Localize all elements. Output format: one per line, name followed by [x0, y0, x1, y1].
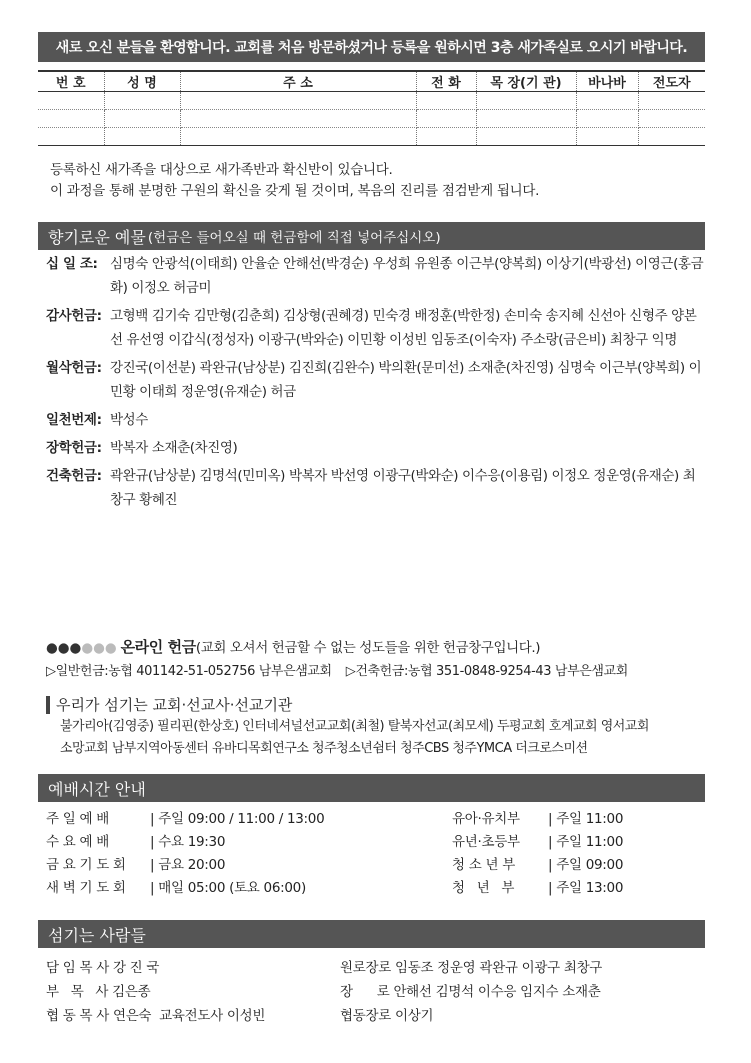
staff-role: 원로장로	[340, 960, 391, 976]
cell[interactable]	[180, 128, 416, 146]
cell[interactable]	[416, 128, 476, 146]
offering-names: 강진국(이선분) 곽완규(남상분) 김진희(김완수) 박의환(문미선) 소재춘(차진영) 심명숙 이근부(양복희) 이민황 이태희 정운영(유재순) 허금	[110, 360, 702, 400]
offering-names: 고형백 김기숙 김만형(김춘희) 김상형(권혜경) 민숙경 배정훈(박한정) 손미숙 송지혜 신선아 신형주 양본선 유선영 이갑식(정성자) 이광구(박와순) 이민황 이성빈 임동조(이숙자) 주소랑(금은비) 최창구 익명	[110, 308, 697, 348]
service-name: 새 벽 기 도 회	[46, 880, 126, 896]
service-name: 금 요 기 도 회	[46, 857, 126, 873]
dept-name: 유아·유치부	[452, 811, 520, 827]
staff-names: 임동조 정운영 곽완규 이광구 최창구	[394, 960, 603, 976]
pastors-column	[46, 956, 265, 1028]
table-row	[38, 110, 705, 128]
list-item	[46, 956, 265, 980]
offering-names: 심명숙 안광석(이태희) 안율순 안해선(박경순) 우성희 유원종 이근부(양복희) 이상기(박광선) 이영근(홍금화) 이정오 허금미	[110, 256, 704, 296]
list-item: 유년·초등부 | 주일 11:00	[452, 831, 623, 854]
online-offering	[46, 636, 540, 657]
staff-names: 연은숙	[112, 1008, 152, 1024]
offering-label: 건축헌금:	[46, 468, 102, 484]
worship-section-bar	[38, 774, 705, 802]
header-evangelist: 전도자	[638, 71, 705, 92]
dept-name: 청 년 부	[452, 880, 515, 896]
list-item: 금 요 기 도 회 | 금요 20:00	[46, 854, 324, 877]
cell[interactable]	[576, 92, 638, 110]
cell[interactable]	[180, 110, 416, 128]
cell[interactable]	[38, 92, 104, 110]
list-item	[46, 408, 706, 432]
worship-main-column	[46, 808, 324, 900]
list-item	[340, 1004, 602, 1028]
cell[interactable]	[104, 92, 180, 110]
header-number: 번 호	[38, 71, 104, 92]
offering-subtitle: (헌금은 들어오실 때 헌금함에 직접 넣어주십시오)	[147, 230, 441, 246]
staff-names: 이상기	[394, 1008, 434, 1024]
offering-list	[46, 252, 706, 516]
offering-section-bar	[38, 222, 705, 250]
partners-line: 불가리아(김영중) 필리핀(한상호) 인터네셔널선교교회(최철) 탈북자선교(최모세) 두평교회 호계교회 영서교회	[60, 719, 649, 734]
header-barnabas: 바나바	[576, 71, 638, 92]
staff-role: 장 로	[340, 984, 390, 1000]
list-item: 수 요 예 배 | 수요 19:30	[46, 831, 324, 854]
header-group: 목 장(기 관)	[476, 71, 576, 92]
people-section-bar	[38, 920, 705, 948]
building-account: ▷건축헌금:농협 351-0848-9254-43 남부은샘교회	[345, 664, 628, 679]
partners-line: 소망교회 남부지역아동센터 유바디목회연구소 청주청소년쉼터 청주CBS 청주YMCA 더크로스미션	[60, 741, 588, 756]
offering-names: 박성수	[110, 412, 148, 428]
cell[interactable]	[104, 110, 180, 128]
header-name: 성 명	[104, 71, 180, 92]
elders-column	[340, 956, 602, 1028]
note-line: 이 과정을 통해 분명한 구원의 확신을 갖게 될 것이며, 복음의 진리를 점검받게 됩니다.	[50, 183, 540, 199]
list-item	[46, 464, 706, 512]
staff-role: 교육전도사	[159, 1008, 223, 1024]
people-title: 섬기는 사람들	[48, 925, 146, 945]
cell[interactable]	[104, 128, 180, 146]
table-row	[38, 92, 705, 110]
worship-title: 예배시간 안내	[48, 779, 146, 799]
cell[interactable]	[38, 110, 104, 128]
cell[interactable]	[576, 110, 638, 128]
welcome-banner: 새로 오신 분들을 환영합니다. 교회를 처음 방문하셨거나 등록을 원하시면 3층 새가족실로 오시기 바랍니다.	[38, 32, 705, 62]
service-name: 주 일 예 배	[46, 811, 109, 827]
list-item: 주 일 예 배 | 주일 09:00 / 11:00 / 13:00	[46, 808, 324, 831]
staff-names: 이성빈	[226, 1008, 266, 1024]
bank-accounts	[46, 660, 628, 679]
offering-label: 십 일 조:	[46, 256, 98, 272]
offering-label: 월삭헌금:	[46, 360, 102, 376]
service-time: 주일 09:00 / 11:00 / 13:00	[158, 811, 325, 827]
offering-names: 박복자 소재춘(차진영)	[110, 440, 238, 456]
header-address: 주 소	[180, 71, 416, 92]
partners-list	[60, 716, 649, 760]
offering-label: 감사헌금:	[46, 308, 102, 324]
service-time: 수요 19:30	[158, 834, 226, 850]
offering-label: 장학헌금:	[46, 440, 102, 456]
registration-header-row	[38, 71, 705, 92]
list-item	[46, 436, 706, 460]
list-item	[46, 304, 706, 352]
registration-notes	[50, 160, 539, 202]
list-item: 청 년 부 | 주일 13:00	[452, 877, 623, 900]
staff-role: 협동장로	[340, 1008, 391, 1024]
list-item	[46, 980, 265, 1004]
dept-time: 주일 13:00	[556, 880, 624, 896]
dept-name: 청 소 년 부	[452, 857, 515, 873]
service-time: 매일 05:00 (토요 06:00)	[158, 880, 306, 896]
cell[interactable]	[416, 92, 476, 110]
list-item	[340, 956, 602, 980]
cell[interactable]	[476, 92, 576, 110]
cell[interactable]	[638, 110, 705, 128]
registration-table	[38, 70, 705, 146]
list-item	[46, 356, 706, 404]
staff-role: 담 임 목 사	[46, 960, 109, 976]
list-item: 청 소 년 부 | 주일 09:00	[452, 854, 623, 877]
service-time: 금요 20:00	[158, 857, 226, 873]
list-item: 유아·유치부 | 주일 11:00	[452, 808, 623, 831]
header-phone: 전 화	[416, 71, 476, 92]
list-item	[46, 252, 706, 300]
worship-dept-column	[452, 808, 623, 900]
dept-time: 주일 11:00	[556, 834, 624, 850]
cell[interactable]	[638, 92, 705, 110]
partners-title: 우리가 섬기는 교회·선교사·선교기관	[56, 696, 293, 714]
dept-time: 주일 11:00	[556, 811, 624, 827]
table-row	[38, 128, 705, 146]
cell[interactable]	[476, 128, 576, 146]
bar-icon	[46, 696, 50, 714]
staff-role: 협 동 목 사	[46, 1008, 109, 1024]
online-offering-title: 온라인 헌금	[120, 638, 196, 656]
cell[interactable]	[638, 128, 705, 146]
staff-names: 안해선 김명석 이수응 임지수 소재춘	[393, 984, 601, 1000]
general-account: ▷일반헌금:농협 401142-51-052756 남부은샘교회	[46, 664, 332, 679]
dots-icon: ●●●●●●	[46, 640, 117, 656]
cell[interactable]	[476, 110, 576, 128]
list-item	[340, 980, 602, 1004]
staff-names: 강 진 국	[112, 960, 160, 976]
cell[interactable]	[180, 92, 416, 110]
cell[interactable]	[416, 110, 476, 128]
cell[interactable]	[38, 128, 104, 146]
dept-name: 유년·초등부	[452, 834, 520, 850]
service-name: 수 요 예 배	[46, 834, 109, 850]
partners-heading	[46, 694, 292, 715]
offering-title: 향기로운 예물	[48, 227, 146, 247]
online-offering-desc: (교회 오셔서 헌금할 수 없는 성도들을 위한 헌금창구입니다.)	[195, 640, 541, 656]
list-item	[46, 1004, 265, 1028]
staff-role: 부 목 사	[46, 984, 109, 1000]
offering-label: 일천번제:	[46, 412, 102, 428]
dept-time: 주일 09:00	[556, 857, 624, 873]
list-item: 새 벽 기 도 회 | 매일 05:00 (토요 06:00)	[46, 877, 324, 900]
staff-names: 김은종	[112, 984, 151, 1000]
offering-names: 곽완규(남상분) 김명석(민미옥) 박복자 박선영 이광구(박와순) 이수응(이용림) 이정오 정운영(유재순) 최창구 황혜진	[110, 468, 696, 508]
cell[interactable]	[576, 128, 638, 146]
note-line: 등록하신 새가족을 대상으로 새가족반과 확신반이 있습니다.	[50, 162, 393, 178]
